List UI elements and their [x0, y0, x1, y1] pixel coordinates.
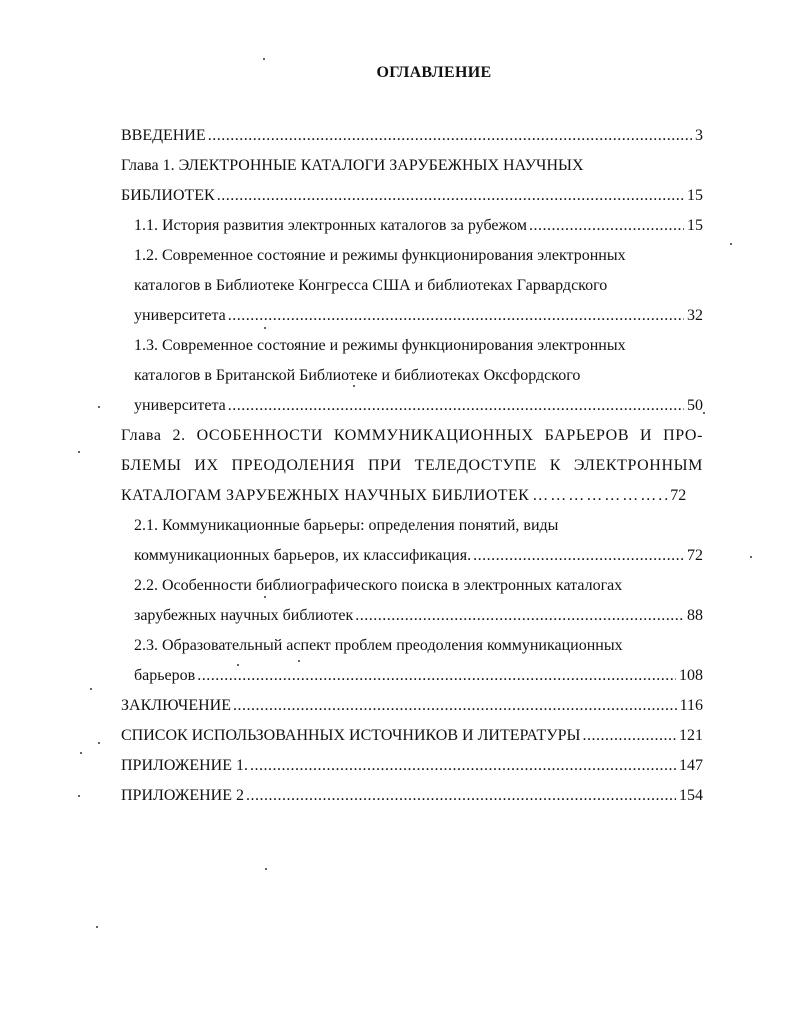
scan-speck: [80, 752, 82, 754]
scan-speck: [265, 868, 267, 870]
scan-speck: [263, 58, 265, 60]
scan-speck: [78, 451, 80, 453]
dot-leader: [233, 696, 677, 716]
dot-leader: [208, 126, 692, 146]
scan-speck: [703, 412, 705, 414]
scan-speck: [730, 243, 732, 245]
toc-entry-chapter1[interactable]: [121, 186, 703, 206]
dot-leader: [246, 786, 676, 806]
dot-leader: [228, 396, 684, 416]
toc-entry-text: университета: [134, 307, 226, 324]
toc-entry-chapter1-line1[interactable]: Глава 1. ЭЛЕКТРОННЫЕ КАТАЛОГИ ЗАРУБЕЖНЫХ НАУЧНЫХ: [121, 157, 584, 174]
scan-speck: [98, 742, 100, 744]
toc-page-number: 72: [670, 487, 687, 504]
toc-entry-1-1[interactable]: [134, 216, 703, 236]
toc-entry-1-2-line2[interactable]: каталогов в Библиотеке Конгресса США и библиотеках Гарвардского: [134, 277, 608, 294]
toc-entry-references[interactable]: [121, 726, 703, 746]
toc-entry-text: ПРИЛОЖЕНИЕ 2: [121, 787, 245, 804]
toc-page-number: 116: [679, 697, 703, 714]
toc-page-number: 15: [687, 217, 703, 234]
dot-leader: [217, 186, 684, 206]
scan-speck: [96, 926, 98, 928]
toc-page-number: 50: [687, 397, 703, 414]
dot-leader: [529, 216, 684, 236]
toc-entry-text: ПРИЛОЖЕНИЕ 1.: [121, 757, 249, 774]
page-title: ОГЛАВЛЕНИЕ: [376, 64, 492, 81]
toc-entry-chapter2[interactable]: [121, 486, 703, 506]
toc-entry-2-2-line1[interactable]: 2.2. Особенности библиографического поиска в электронных каталогах: [134, 577, 623, 594]
toc-entry-text: СПИСОК ИСПОЛЬЗОВАННЫХ ИСТОЧНИКОВ И ЛИТЕРАТУРЫ: [121, 727, 581, 744]
toc-entry-introduction[interactable]: [121, 126, 703, 146]
toc-entry-text: ВВЕДЕНИЕ: [121, 127, 206, 144]
toc-entry-text: коммуникационных барьеров, их классификация.: [134, 547, 472, 564]
toc-entry-2-1-line1[interactable]: 2.1. Коммуникационные барьеры: определения понятий, виды: [134, 517, 559, 534]
scan-speck: [298, 660, 300, 662]
toc-entry-conclusion[interactable]: [121, 696, 703, 716]
toc-page-number: 32: [687, 307, 703, 324]
toc-entry-2-3-line1[interactable]: 2.3. Образовательный аспект проблем преодоления коммуникационных: [134, 637, 623, 654]
toc-entry-2-3[interactable]: [134, 666, 703, 686]
scan-speck: [98, 406, 100, 408]
dot-leader: [473, 546, 684, 566]
dot-leader: [228, 306, 684, 326]
toc-entry-chapter2-line1[interactable]: Глава 2. ОСОБЕННОСТИ КОММУНИКАЦИОННЫХ БАРЬЕРОВ И ПРО-: [121, 427, 703, 444]
scan-speck: [264, 327, 266, 329]
toc-entry-1-3-line1[interactable]: 1.3. Современное состояние и режимы функционирования электронных: [134, 337, 626, 354]
scan-speck: [237, 664, 239, 666]
dot-leader: [250, 756, 676, 776]
toc-entry-1-3[interactable]: [134, 396, 703, 416]
toc-entry-1-3-line2[interactable]: каталогов в Британской Библиотеке и библиотеках Оксфордского: [134, 367, 581, 384]
dot-leader: [355, 606, 684, 626]
toc-entry-chapter2-line2[interactable]: БЛЕМЫ ИХ ПРЕОДОЛЕНИЯ ПРИ ТЕЛЕДОСТУПЕ К ЭЛЕКТРОННЫМ: [121, 457, 703, 474]
toc-page-number: 154: [679, 787, 703, 804]
toc-entry-2-1[interactable]: [134, 546, 703, 566]
toc-entry-appendix1[interactable]: [121, 756, 703, 776]
toc-page-number: 147: [679, 757, 703, 774]
toc-entry-text: барьеров: [134, 667, 196, 684]
scan-speck: [264, 596, 266, 598]
toc-page-number: 3: [695, 127, 703, 144]
dot-leader: …………………..: [532, 487, 671, 504]
toc-entry-text: ЗАКЛЮЧЕНИЕ: [121, 697, 231, 714]
toc-page-number: 72: [687, 547, 703, 564]
toc-entry-text: зарубежных научных библиотек: [134, 607, 354, 624]
toc-entry-text: 1.1. История развития электронных каталогов за рубежом: [134, 217, 527, 234]
toc-entry-text: БИБЛИОТЕК: [121, 187, 215, 204]
toc-page-number: 108: [679, 667, 703, 684]
toc-entry-2-2[interactable]: [134, 606, 703, 626]
toc-entry-1-2[interactable]: [134, 306, 703, 326]
toc-entry-1-2-line1[interactable]: 1.2. Современное состояние и режимы функционирования электронных: [134, 247, 626, 264]
toc-page-number: 88: [687, 607, 703, 624]
scan-speck: [750, 556, 752, 558]
toc-entry-appendix2[interactable]: [121, 786, 703, 806]
dot-leader: [197, 666, 676, 686]
scan-speck: [90, 688, 92, 690]
toc-page-number: 121: [679, 727, 703, 744]
toc-entry-text: КАТАЛОГАМ ЗАРУБЕЖНЫХ НАУЧНЫХ БИБЛИОТЕК: [121, 487, 530, 504]
scan-speck: [78, 795, 80, 797]
toc-page-number: 15: [687, 187, 703, 204]
dot-leader: [582, 726, 676, 746]
scan-speck: [353, 385, 355, 387]
toc-entry-text: университета: [134, 397, 226, 414]
